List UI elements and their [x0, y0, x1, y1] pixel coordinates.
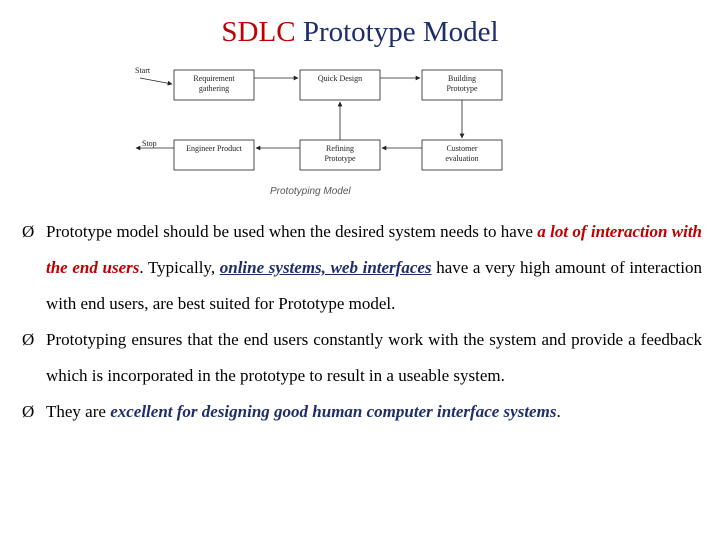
- prototyping-model-diagram: [130, 60, 510, 200]
- slide-title: [0, 14, 720, 50]
- building-label-2: Prototype: [446, 84, 478, 93]
- requirement-label-1: Requirement: [193, 74, 235, 83]
- bullet-arrow-icon: Ø: [22, 222, 35, 241]
- title-prototype-model: Prototype Model: [302, 16, 499, 48]
- building-label-1: Building: [447, 74, 477, 83]
- title-sdlc: SDLC: [221, 16, 296, 48]
- engineer-label: Engineer Product: [186, 144, 242, 153]
- stop-label: Stop: [142, 139, 157, 148]
- diagram-caption: Prototyping Model: [270, 186, 351, 197]
- emphasis-text: online systems, web interfaces: [219, 258, 432, 277]
- refining-label-2: Prototype: [324, 154, 356, 163]
- start-label: Start: [135, 66, 151, 75]
- bullet-arrow-icon: Ø: [22, 402, 35, 421]
- quick-design-label: Quick Design: [317, 74, 363, 83]
- requirement-label-2: gathering: [198, 84, 230, 93]
- customer-label-1: Customer: [446, 144, 478, 153]
- bullet-item: Ø Prototyping ensures that the end users constantly work with the system and provide a feedback which is incorporated in the prototype to result in a useable system.: [22, 322, 702, 394]
- customer-label-2: evaluation: [445, 154, 479, 163]
- start-arrow: [140, 78, 172, 84]
- emphasis-text: excellent for designing good human computer interface systems: [110, 402, 557, 421]
- bullet-arrow-icon: Ø: [22, 330, 35, 349]
- bullet-item: Ø They are excellent for designing good human computer interface systems.: [22, 394, 702, 430]
- bullet-list: [22, 214, 702, 430]
- bullet-item: Ø Prototype model should be used when the desired system needs to have a lot of interaction with the end users. Typically, online systems, web interfaces have a very high amount of interaction with end users, are best suited for Prototype model.: [22, 214, 702, 322]
- refining-label-1: Refining: [326, 144, 354, 153]
- emphasis-text: a lot of interaction with the end users: [46, 222, 702, 277]
